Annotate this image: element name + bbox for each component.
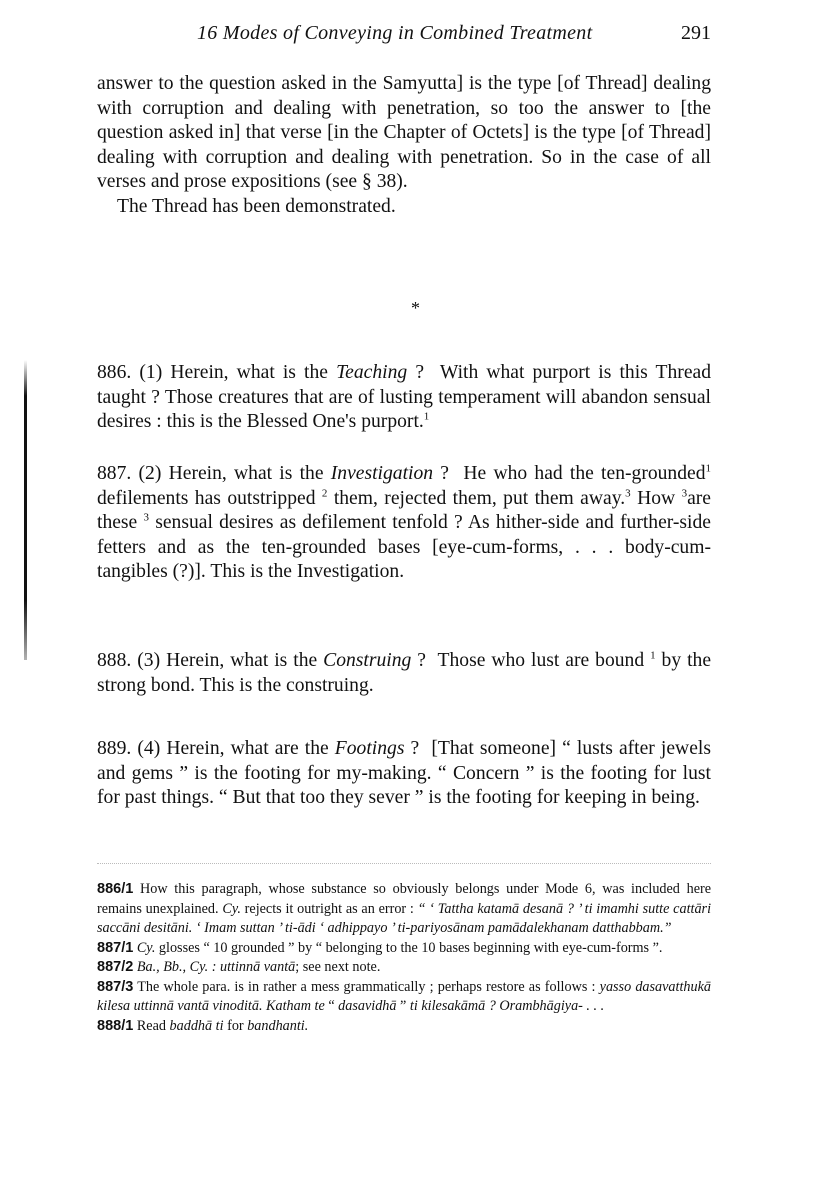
quote-mark: ” [400, 998, 407, 1014]
pali-quote: yasso dasavatthukā kilesa uttinnā vantā vinoditā. Katham te [97, 978, 711, 1014]
question-mark: ? [415, 362, 425, 383]
paragraph-number: 887. [97, 463, 132, 484]
footnotes [97, 880, 711, 1036]
paragraph-number: 886. [97, 362, 132, 383]
paragraph-body: them, rejected them, put them away. [333, 487, 626, 509]
section-separator: * [411, 298, 420, 318]
abbr-cy: Cy. [222, 900, 241, 917]
paragraph-lead: Herein, what is the [168, 463, 324, 484]
footnote-ref: 886/1 [97, 881, 134, 897]
footnote-mark[interactable]: 3 [625, 486, 631, 499]
running-title: 16 Modes of Conveying in Combined Treatment [197, 22, 593, 44]
continuation-paragraph [97, 72, 711, 219]
footnote-text: How this paragraph, whose substance so obviously belongs under Mode 6, was included here remains unexplained. [97, 881, 712, 917]
pali-quote: dasavidhā [338, 998, 397, 1014]
paragraph-886 [97, 361, 711, 435]
footnote-mark[interactable]: 1 [705, 462, 712, 475]
footnote-mark[interactable]: 3 [681, 486, 688, 499]
question-mark: ? [410, 738, 420, 759]
paragraph-lead: Herein, what are the [166, 738, 329, 759]
mode-number: (4) [137, 738, 161, 759]
footnote-text: rejects it outright as an error : [244, 900, 414, 917]
footnote-text: glosses “ 10 grounded ” by “ belonging to the 10 bases beginning with eye-cum-forms ”. [158, 939, 663, 956]
footnote-text: ; see next note. [295, 959, 381, 975]
pali-quote: uttinnā vantā [220, 959, 296, 975]
footnote-rule [97, 863, 711, 864]
paragraph-body: How [637, 487, 676, 509]
footnote-text: The whole para. is in rather a mess grammatically ; perhaps restore as follows : [137, 978, 596, 995]
paragraph-number: 888. [97, 650, 132, 671]
paragraph-887 [97, 462, 711, 585]
pali-quote: bandhanti. [247, 1017, 309, 1034]
quote-mark: “ [328, 998, 335, 1014]
paragraph-body: are these [97, 487, 711, 533]
footnote-mark[interactable]: 2 [321, 486, 328, 499]
footnote-887-3 [97, 978, 711, 1017]
term-construing: Construing [323, 650, 412, 671]
paragraph-body: sensual desires as defilement tenfold ? As hither-side and further-side fetters and as the ten-grounded bases [eye-cum-forms, . . . body-cum-tangibles (?)]. This is the Investigation. [97, 512, 711, 582]
pali-quote: “ ‘ Tattha katamā desanā ? ’ ti imamhi sutte cattāri saccāni desitāni. ‘ Imam suttan ’ ti-ādi ‘ adhippayo ’ ti-pariyosānam pamādalekhanam datthabbam.” [97, 900, 712, 936]
paragraph-body: He who had the ten-grounded [463, 463, 706, 484]
paragraph-body: With what purport is this Thread taught ? Those creatures that are of lusting temperament will abandon sensual desires : this is the Blessed One's purport. [97, 362, 712, 432]
footnote-ref: 887/3 [97, 978, 134, 995]
paragraph-888 [97, 649, 711, 698]
footnote-ref: 887/2 [97, 959, 134, 975]
footnote-ref: 888/1 [97, 1017, 134, 1034]
term-footings: Footings [334, 738, 405, 759]
paragraph-body: defilements has outstripped [97, 487, 316, 509]
paragraph-body: Those who lust are bound [437, 650, 645, 671]
paragraph-body: [That someone] “ lusts after jewels and gems ” is the footing for my-making. “ Concern ” is the footing for lust for past things. “ But that too they sever ” is the footing for keeping in being. [97, 738, 711, 808]
abbr-cy: Cy. [136, 939, 156, 956]
paragraph-889 [97, 737, 711, 811]
footnote-888-1 [97, 1017, 711, 1037]
footnote-mark[interactable]: 3 [143, 511, 149, 524]
footnote-887-2 [97, 958, 711, 978]
term-investigation: Investigation [330, 463, 434, 484]
mode-number: (3) [137, 650, 161, 671]
footnote-mark[interactable]: 1 [650, 649, 656, 662]
mode-number: (1) [139, 362, 163, 383]
running-head [97, 22, 711, 48]
scan-artifact-line [24, 360, 27, 660]
question-mark: ? [417, 650, 426, 671]
paragraph-lead: Herein, what is the [170, 362, 328, 383]
continuation-text: answer to the question asked in the Samyutta] is the type [of Thread] dealing with corruption and dealing with penetration, so too the answer to [the question asked in] that verse [in the Chapter of Octets] is the type [of Thread] dealing with corruption and dealing with penetration. So in the case of all verses and prose expositions (see § 38). [97, 73, 711, 192]
footnote-text: for [227, 1017, 244, 1034]
paragraph-number: 889. [97, 738, 132, 759]
footnote-mark[interactable]: 1 [423, 410, 430, 423]
pali-quote: ti kilesakāmā ? Orambhāgiya- . . . [409, 998, 605, 1014]
footnote-887-1 [97, 939, 711, 959]
term-teaching: Teaching [336, 362, 408, 383]
footnote-ref: 887/1 [97, 939, 134, 956]
pali-quote: baddhā ti [169, 1017, 224, 1034]
closing-sentence: The Thread has been demonstrated. [117, 195, 396, 217]
page-number: 291 [681, 22, 711, 44]
paragraph-body: by the strong bond. This is the construing. [97, 650, 712, 696]
question-mark: ? [440, 463, 449, 484]
footnote-886-1 [97, 880, 711, 939]
footnote-text: Read [136, 1017, 166, 1034]
sources-abbr: Ba., Bb., Cy. : [136, 959, 217, 975]
paragraph-lead: Herein, what is the [166, 650, 318, 671]
mode-number: (2) [138, 463, 162, 484]
